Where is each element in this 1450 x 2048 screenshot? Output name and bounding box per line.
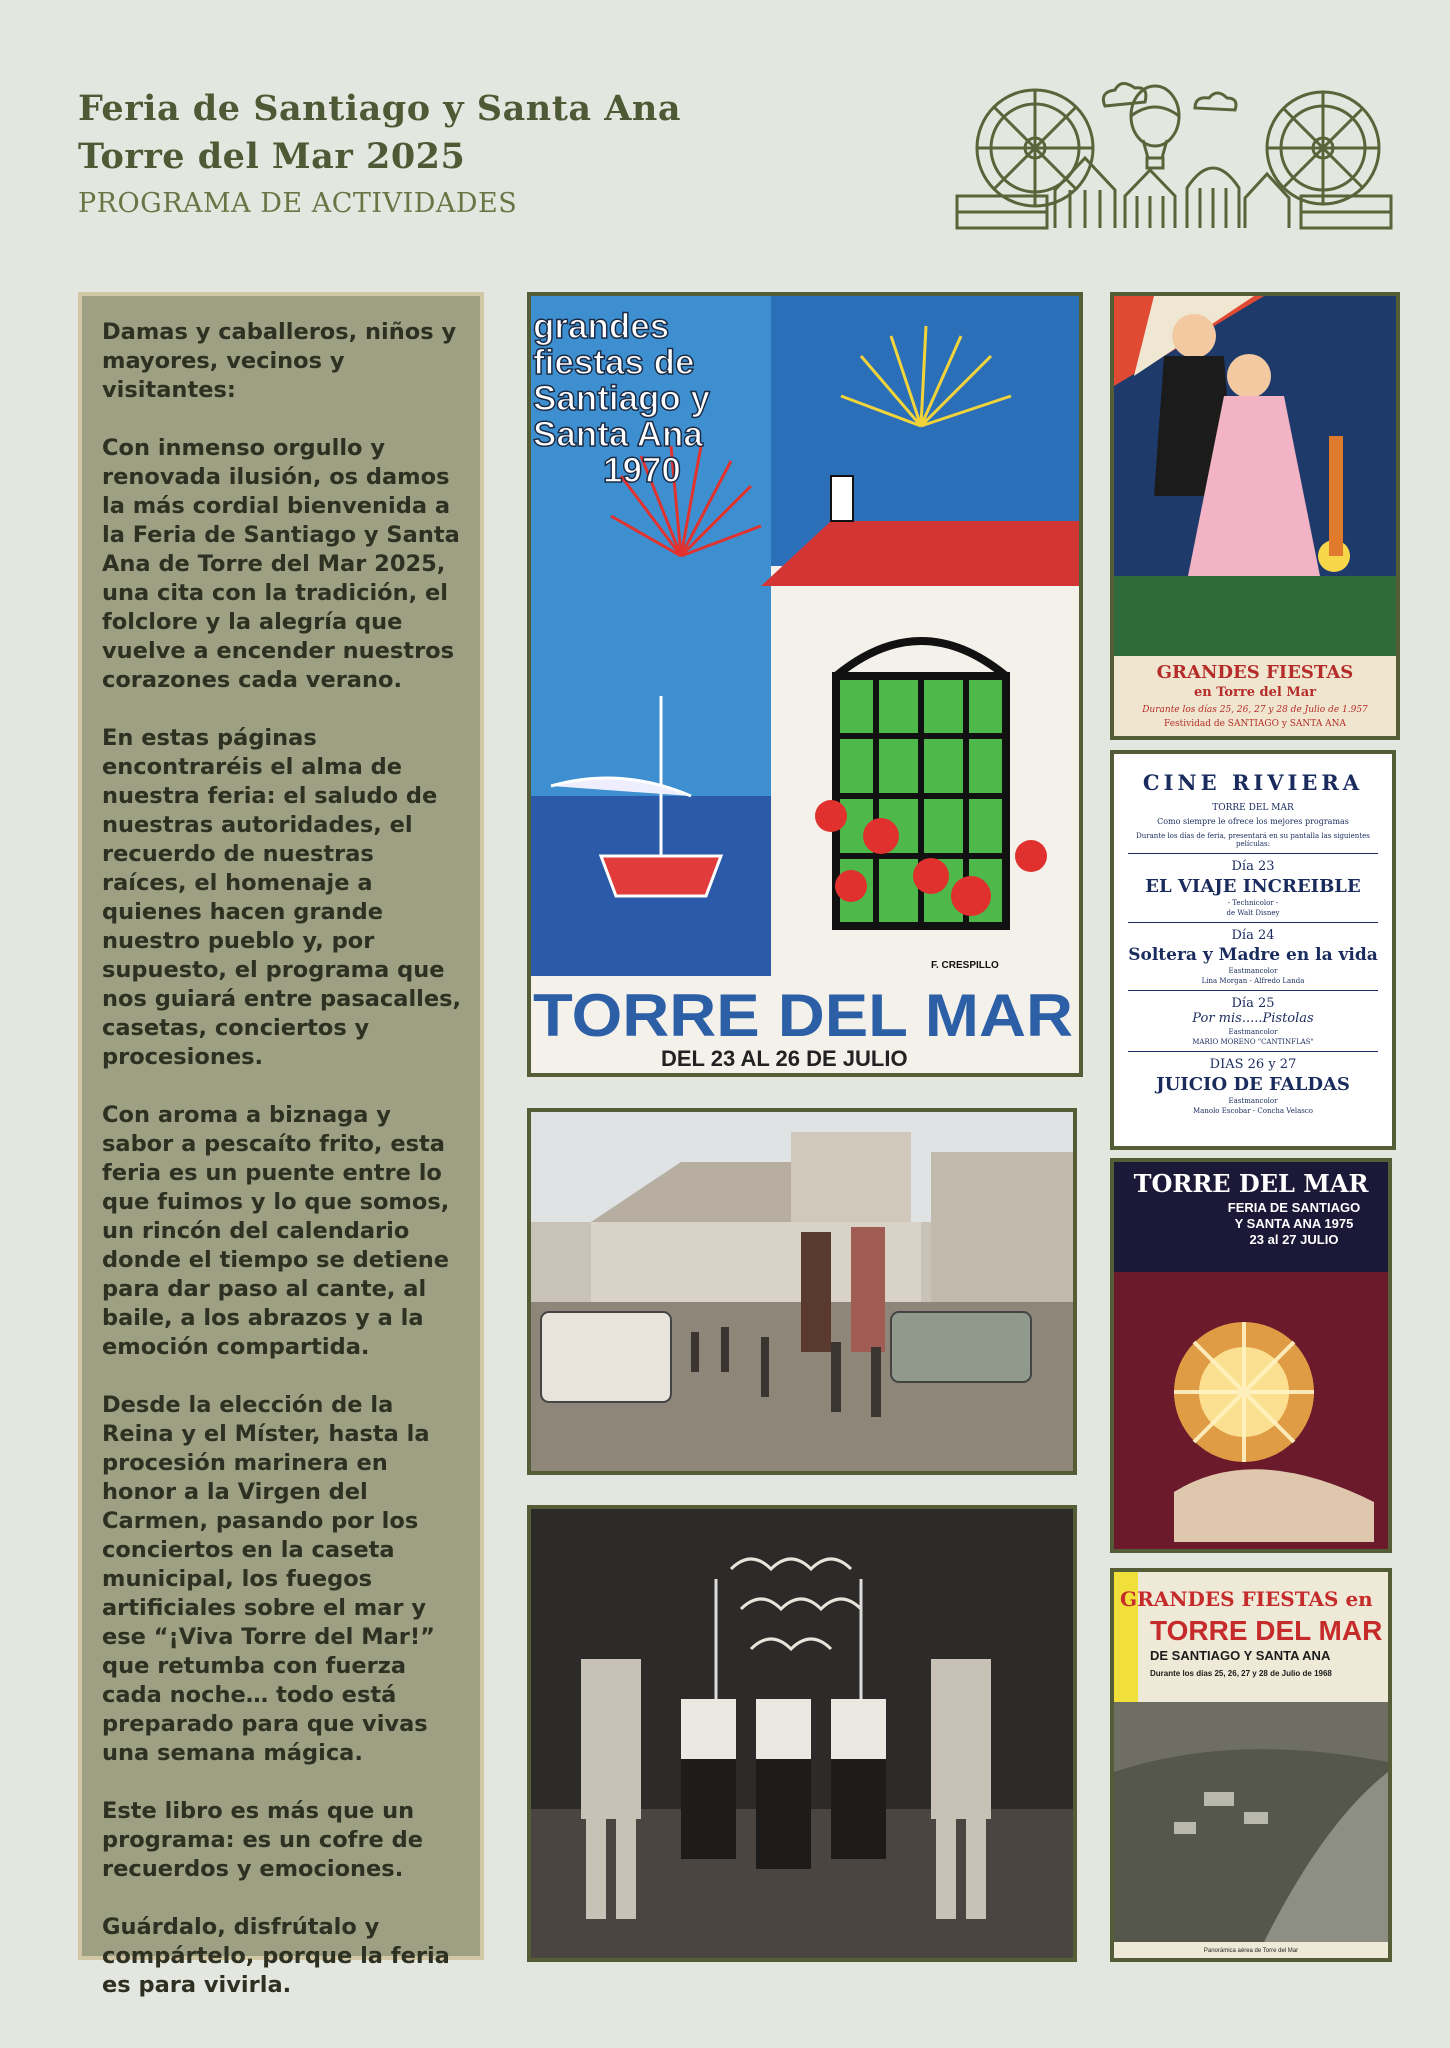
cine-film: JUICIO DE FALDAS <box>1156 1074 1350 1095</box>
intro-paragraph: Damas y caballeros, niños y mayores, vecinos y visitantes: <box>102 319 457 403</box>
poster-1975 <box>1110 1158 1392 1553</box>
cine-cast: MARIO MORENO "CANTINFLAS" <box>1192 1038 1314 1046</box>
cine-day: DIAS 26 y 27 <box>1209 1057 1297 1072</box>
cine-cast: Manolo Escobar - Concha Velasco <box>1193 1107 1313 1115</box>
intro-paragraph: Desde la elección de la Reina y el Míster, hasta la procesión marinera en honor a la Virgen del Carmen, pasando por los conciertos en la caseta municipal, los fuegos artificiales sobre el mar y ese “¡Viva Torre del Mar!” que retumba con fuerza cada noche… todo está preparado para que vivas una semana mágica. <box>102 1392 435 1766</box>
poster-1968-caption: Panorámica aérea de Torre del Mar <box>1203 1948 1299 1954</box>
cine-day: Día 23 <box>1231 859 1275 874</box>
cine-film: Soltera y Madre en la vida <box>1128 945 1378 965</box>
cine-tagline: Como siempre le ofrece los mejores programas <box>1157 817 1349 826</box>
cine-format: Eastmancolor <box>1228 967 1278 975</box>
cine-subtitle: TORRE DEL MAR <box>1212 803 1294 813</box>
cine-format: - Technicolor - <box>1227 899 1279 907</box>
poster-1970-heading-line: fiestas de <box>533 343 695 382</box>
cine-title: CINE RIVIERA <box>1142 770 1364 795</box>
poster-1975-line-1: FERIA DE SANTIAGO <box>1227 1200 1361 1215</box>
photo-giants-parade <box>527 1108 1077 1475</box>
photo-night-procession <box>527 1505 1077 1962</box>
page-subtitle: PROGRAMA DE ACTIVIDADES <box>78 188 518 219</box>
poster-1957-festivity: Festividad de SANTIAGO y SANTA ANA <box>1163 719 1347 729</box>
cine-film: EL VIAJE INCREIBLE <box>1145 876 1361 897</box>
poster-1970 <box>527 292 1083 1077</box>
poster-1957 <box>1110 292 1400 740</box>
cine-cast: Lina Morgan - Alfredo Landa <box>1201 977 1305 985</box>
cine-intro: Durante los días de feria, presentará en su pantalla las siguientes películas: <box>1136 832 1370 848</box>
cine-film: Por mis.....Pistolas <box>1192 1011 1314 1026</box>
poster-1970-dates: DEL 23 AL 26 DE JULIO <box>661 1046 908 1071</box>
cine-riviera-flyer <box>1110 750 1396 1150</box>
poster-1957-place: en Torre del Mar <box>1193 685 1317 700</box>
poster-1975-line-2: Y SANTA ANA 1975 <box>1234 1216 1354 1231</box>
poster-1968-line: DE SANTIAGO Y SANTA ANA <box>1150 1648 1331 1663</box>
page-title-line-1: Feria de Santiago y Santa Ana <box>78 88 682 129</box>
poster-1968-town: TORRE DEL MAR <box>1150 1615 1383 1646</box>
poster-1970-signature: F. CRESPILLO <box>931 960 999 971</box>
fairground-rides-icon <box>955 78 1395 230</box>
poster-1975-line-3: 23 al 27 JULIO <box>1249 1232 1339 1247</box>
poster-1968 <box>1110 1568 1392 1962</box>
poster-1968-title: GRANDES FIESTAS en <box>1120 1587 1373 1611</box>
intro-paragraph: Este libro es más que un programa: es un cofre de recuerdos y emociones. <box>102 1798 423 1882</box>
cine-day: Día 25 <box>1231 996 1275 1011</box>
intro-paragraph: Con inmenso orgullo y renovada ilusión, os damos la más cordial bienvenida a la Feria de Santiago y Santa Ana de Torre del Mar 2025, una cita con la tradición, el folclore y la alegría que vuelve a encender nuestros corazones cada verano. <box>102 435 460 693</box>
poster-1957-title: GRANDES FIESTAS <box>1156 662 1354 683</box>
cine-day: Día 24 <box>1231 928 1275 943</box>
intro-paragraph: Guárdalo, disfrútalo y compártelo, porque la feria es para vivirla. <box>102 1914 450 1998</box>
cine-format: Eastmancolor <box>1228 1097 1278 1105</box>
poster-1970-heading-line: Santa Ana <box>533 415 703 454</box>
poster-1970-heading-line: grandes <box>533 307 670 346</box>
poster-1975-town: TORRE DEL MAR <box>1133 1169 1369 1198</box>
cine-format: Eastmancolor <box>1228 1028 1278 1036</box>
poster-1970-heading-line: 1970 <box>603 451 681 490</box>
cine-cast: de Walt Disney <box>1226 909 1280 917</box>
poster-1970-town: TORRE DEL MAR <box>533 982 1073 1049</box>
poster-1970-heading-line: Santiago y <box>533 379 710 418</box>
poster-1968-dates: Durante los días 25, 26, 27 y 28 de Julio de 1968 <box>1150 1669 1332 1678</box>
poster-1957-dates: Durante los días 25, 26, 27 y 28 de Julio de 1.957 <box>1142 705 1368 715</box>
intro-paragraph: En estas páginas encontraréis el alma de nuestra feria: el saludo de nuestras autoridades, el recuerdo de nuestras raíces, el homenaje a quienes hacen grande nuestro pueblo y, por supuesto, el programa que nos guiará entre pasacalles, casetas, conciertos y procesiones. <box>102 725 462 1070</box>
intro-text-panel <box>78 292 484 1998</box>
intro-paragraph: Con aroma a biznaga y sabor a pescaíto frito, esta feria es un puente entre lo que fuimos y lo que somos, un rincón del calendario donde el tiempo se detiene para dar paso al cante, al baile, a los abrazos y a la emoción compartida. <box>102 1102 450 1360</box>
page-title-line-2: Torre del Mar 2025 <box>78 136 466 177</box>
